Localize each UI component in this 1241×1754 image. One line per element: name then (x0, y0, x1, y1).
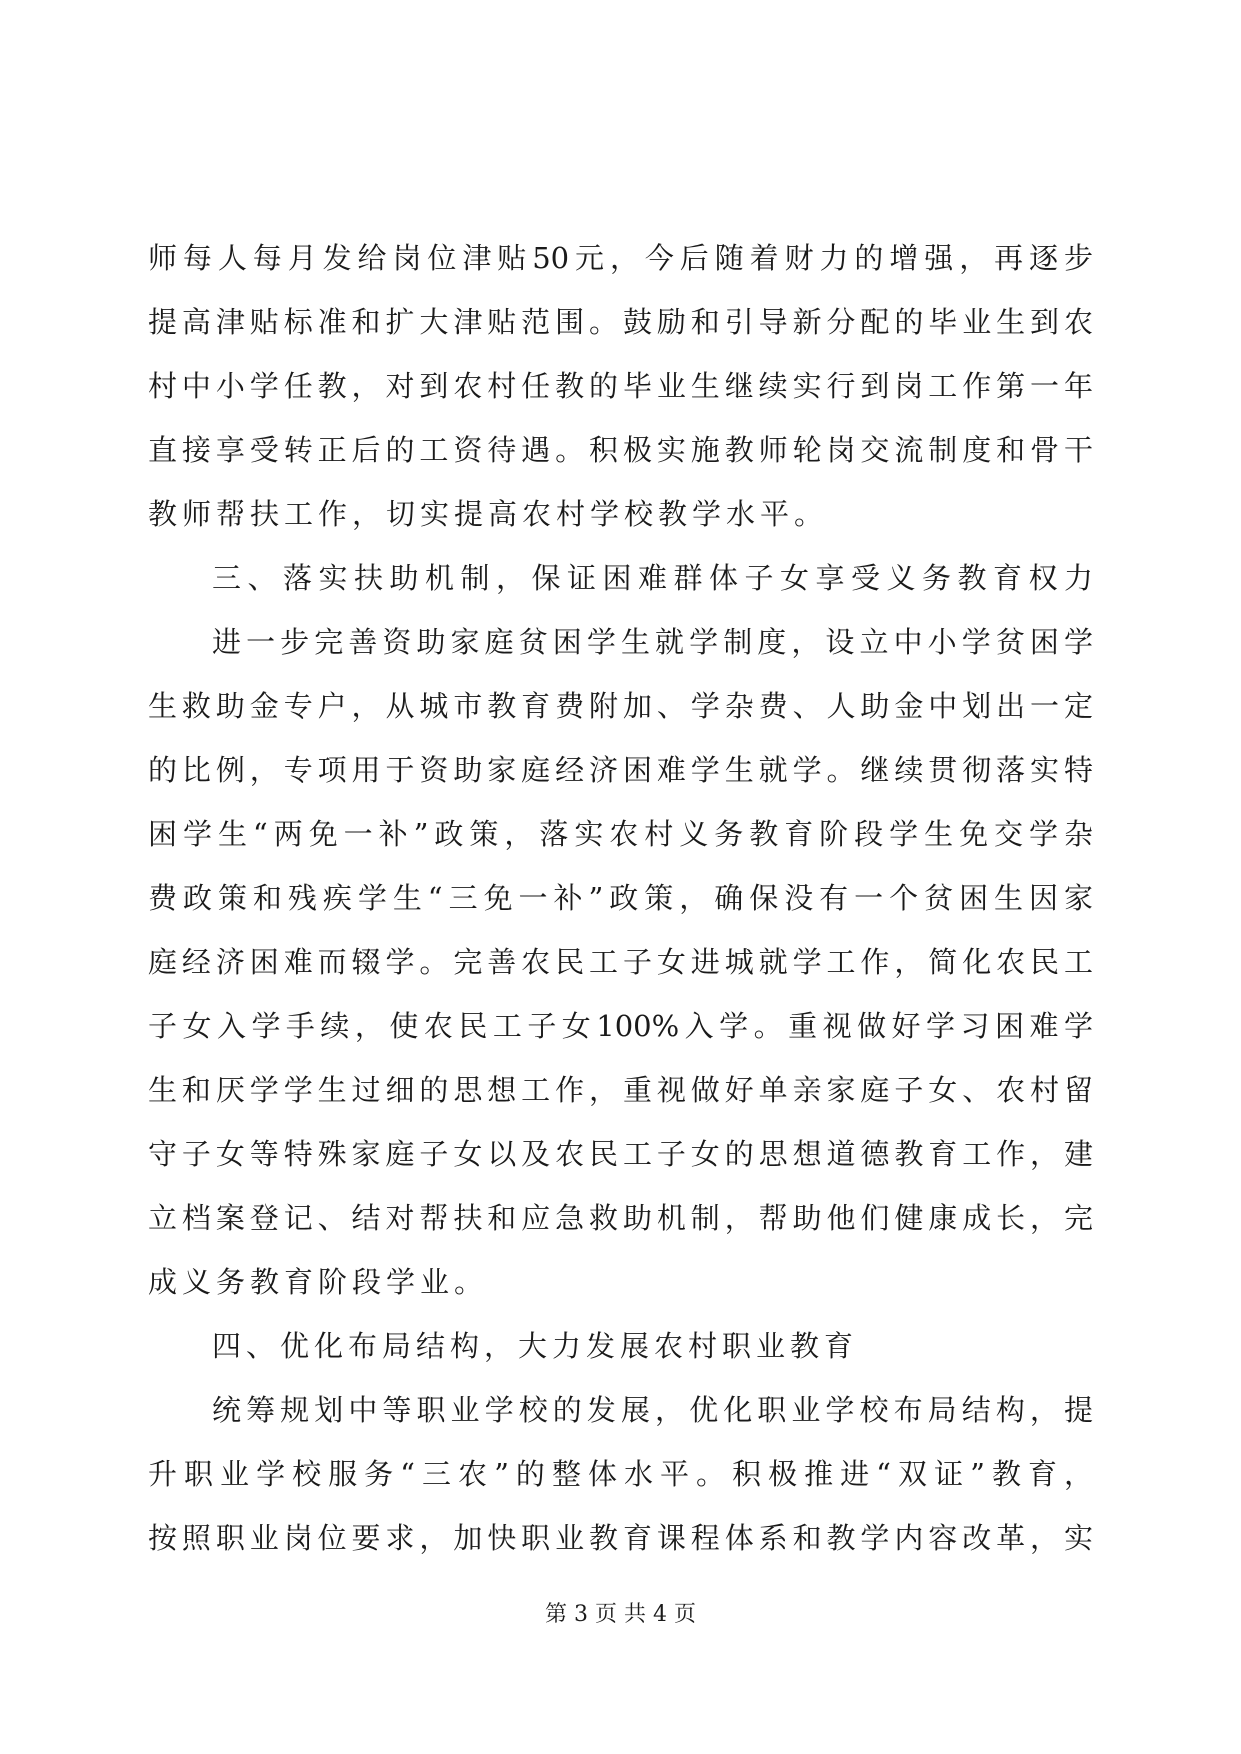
text-line: 的比例，专项用于资助家庭经济困难学生就学。继续贯彻落实特 (148, 753, 1093, 787)
text-line: 费政策和残疾学生“三免一补”政策，确保没有一个贫困生因家 (148, 881, 1093, 915)
text-line: 提高津贴标准和扩大津贴范围。鼓励和引导新分配的毕业生到农 (148, 305, 1093, 339)
text-line: 庭经济困难而辍学。完善农民工子女进城就学工作，简化农民工 (148, 945, 1093, 979)
text-line: 村中小学任教，对到农村任教的毕业生继续实行到岗工作第一年 (148, 369, 1093, 403)
text-line: 升职业学校服务“三农”的整体水平。积极推进“双证”教育， (148, 1457, 1093, 1491)
text-line: 统筹规划中等职业学校的发展，优化职业学校布局结构，提 (212, 1393, 1093, 1427)
text-line: 直接享受转正后的工资待遇。积极实施教师轮岗交流制度和骨干 (148, 433, 1093, 467)
text-line: 困学生“两免一补”政策，落实农村义务教育阶段学生免交学杂 (148, 817, 1093, 851)
body-text (148, 226, 1093, 1570)
page-number-footer: 第 3 页 共 4 页 (545, 1602, 696, 1627)
text-line: 立档案登记、结对帮扶和应急救助机制，帮助他们健康成长，完 (148, 1201, 1093, 1235)
text-line: 师每人每月发给岗位津贴50元，今后随着财力的增强，再逐步 (148, 241, 1093, 275)
section-heading: 四、优化布局结构，大力发展农村职业教育 (212, 1329, 859, 1363)
text-line: 按照职业岗位要求，加快职业教育课程体系和教学内容改革，实 (148, 1521, 1093, 1555)
text-line: 成义务教育阶段学业。 (148, 1265, 489, 1299)
section-heading: 三、落实扶助机制，保证困难群体子女享受义务教育权力 (212, 561, 1093, 595)
text-line: 子女入学手续，使农民工子女100%入学。重视做好学习困难学 (148, 1009, 1093, 1043)
text-line: 生和厌学学生过细的思想工作，重视做好单亲家庭子女、农村留 (148, 1073, 1093, 1107)
text-line: 守子女等特殊家庭子女以及农民工子女的思想道德教育工作，建 (148, 1137, 1093, 1171)
text-line: 教师帮扶工作，切实提高农村学校教学水平。 (148, 497, 829, 531)
text-line: 生救助金专户，从城市教育费附加、学杂费、人助金中划出一定 (148, 689, 1093, 723)
text-line: 进一步完善资助家庭贫困学生就学制度，设立中小学贫困学 (212, 625, 1093, 659)
